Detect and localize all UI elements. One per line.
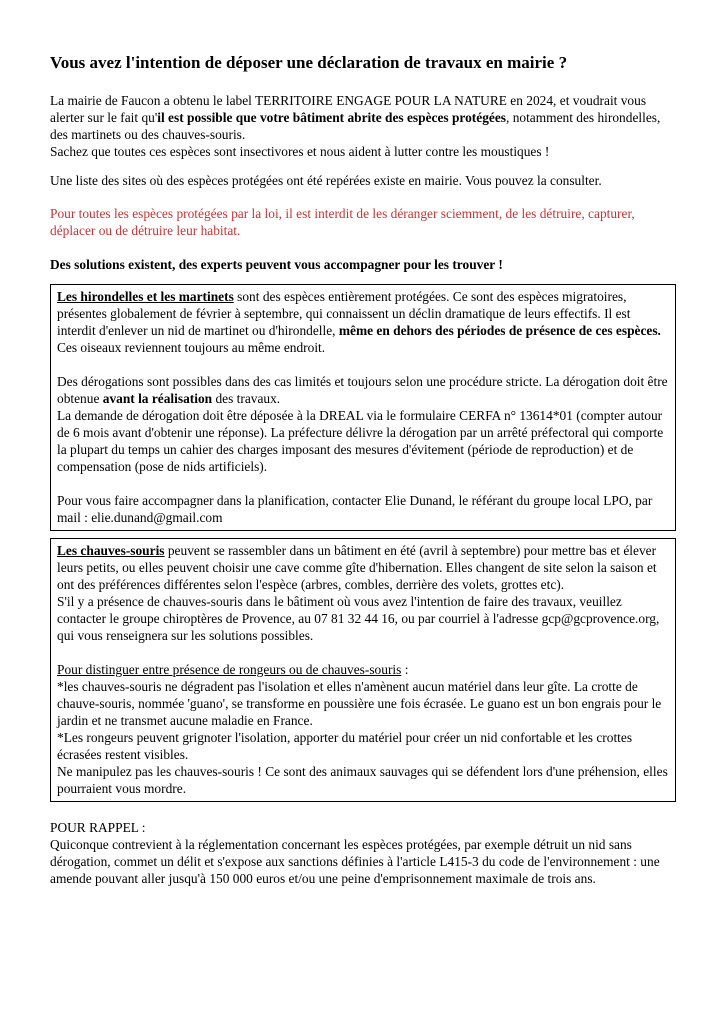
solutions-callout: Des solutions existent, des experts peuvent vous accompagner pour les trouver ! — [50, 257, 503, 272]
gcp-contact-paragraph — [57, 593, 669, 644]
text-segment: sont des espèces entièrement protégées. Ce sont des espèces migratoires, présentes globalement de février à septembre, qui connaissent un déclin dramatique de leurs effectifs. Il est interdit d'enlever un nid de martinet ou d'hirondelle, — [57, 289, 631, 338]
derogation-rules-paragraph — [57, 373, 669, 407]
bats-box — [50, 538, 676, 802]
text-segment: Les chauves-souris — [57, 543, 165, 558]
gcp-phone-number: 07 81 32 44 16 — [314, 611, 395, 626]
text-segment: Pour distinguer entre présence de rongeurs ou de chauves-souris — [57, 662, 402, 677]
text-segment: S'il y a présence de chauves-souris dans le bâtiment où vous avez l'intention de faire des travaux, veuillez contacter le groupe chiroptères de Provence, au — [57, 594, 622, 626]
bats-intro-paragraph — [57, 542, 669, 593]
rappel-body: Quiconque contrevient à la réglementation concernant les espèces protégées, par exemple détruit un nid sans dérogation, commet un délit et s'expose aux sanctions définies à l'article L415-3 du code de l'environnement : une amende pouvant aller jusqu'à 150 000 euros et/ou une peine d'emprisonnement maximale de trois ans. — [50, 837, 660, 886]
legal-warning-paragraph: Pour toutes les espèces protégées par la loi, il est interdit de les déranger sciemment, de les détruire, capturer, déplacer ou de détruire leur habitat. — [50, 206, 635, 238]
lpo-email-address: elie.dunand@gmail.com — [91, 510, 223, 525]
text-segment: : — [401, 662, 409, 677]
lpo-contact-paragraph — [57, 492, 669, 526]
page-title: Vous avez l'intention de déposer une déclaration de travaux en mairie ? — [50, 53, 568, 72]
handling-warning-paragraph — [57, 763, 669, 797]
text-segment: même en dehors des périodes de présence de ces espèces. — [338, 323, 661, 338]
rappel-heading: POUR RAPPEL : — [50, 820, 146, 835]
text-segment: Ne manipulez pas les chauves-souris ! Ce sont des animaux sauvages qui se défendent lors d'une préhension, elles pourraient vous mordre. — [57, 764, 668, 796]
text-segment: , ou par courriel à l'adresse — [394, 611, 542, 626]
swallows-swifts-box — [50, 284, 676, 531]
rodents-vs-bats-heading — [57, 661, 669, 678]
gcp-email-address: gcp@gcprovence.org — [541, 611, 657, 626]
text-segment: peuvent se rassembler dans un bâtiment en été (avril à septembre) pour mettre bas et élever leurs petits, ou elles peuvent choisir une cave comme gîte d'hibernation. Elles changent de site selon la saison et ont des préférences différentes selon l'espèce (arbres, combles, derrière des volets, grottes etc). — [57, 543, 657, 592]
text-segment: La demande de dérogation doit être déposée à la DREAL via le formulaire CERFA n° 13614*01 (compter autour de 6 mois avant d'obtenir une réponse). La préfecture délivre la dérogation par un arrêté préfectoral qui comporte la plupart du temps un cahier des charges imposant des mesures d'évitement (période de reproduction) et de compensation (pose de nids artificiels). — [57, 408, 664, 474]
text-segment: *les chauves-souris ne dégradent pas l'isolation et elles n'amènent aucun matériel dans leur gîte. La crotte de chauve-souris, nommée 'guano', se transforme en poussière une fois écrasée. Le guano est un bon engrais pour le jardin et ne transmet aucune maladie en France. — [57, 679, 662, 728]
text-segment: Les hirondelles et les martinets — [57, 289, 234, 304]
text-segment: Ces oiseaux reviennent toujours au même endroit. — [57, 340, 326, 355]
text-segment: , qui vous renseignera sur les solutions possibles. — [57, 611, 660, 643]
text-segment: avant la réalisation — [102, 391, 213, 406]
dreal-procedure-paragraph — [57, 407, 669, 475]
text-segment: il est possible que votre bâtiment abrite des espèces protégées — [157, 110, 506, 125]
insectivores-note: Sachez que toutes ces espèces sont insectivores et nous aident à lutter contre les moustiques ! — [50, 144, 550, 159]
text-segment: La mairie de Faucon a obtenu le label TERRITOIRE ENGAGE POUR LA NATURE en 2024, et voudrait vous alerter sur le fait qu' — [50, 93, 647, 125]
text-segment: Des dérogations sont possibles dans des cas limités et toujours selon une procédure stricte. La dérogation doit être obtenue — [57, 374, 668, 406]
text-segment: , notamment des hirondelles, des martinets ou des chauves-souris. — [50, 110, 661, 142]
text-segment: Pour vous faire accompagner dans la planification, contacter Elie Dunand, le référant du groupe local LPO, par mail : — [57, 493, 653, 525]
bats-guano-paragraph — [57, 678, 669, 729]
swallows-swifts-intro-paragraph — [57, 288, 669, 356]
label-announcement-paragraph — [50, 92, 676, 143]
text-segment: *Les rongeurs peuvent grignoter l'isolation, apporter du matériel pour créer un nid confortable et les crottes écrasées restent visibles. — [57, 730, 633, 762]
sites-list-paragraph: Une liste des sites où des espèces protégées ont été repérées existe en mairie. Vous pouvez la consulter. — [50, 173, 602, 188]
text-segment: des travaux. — [212, 391, 281, 406]
rodents-behaviour-paragraph — [57, 729, 669, 763]
